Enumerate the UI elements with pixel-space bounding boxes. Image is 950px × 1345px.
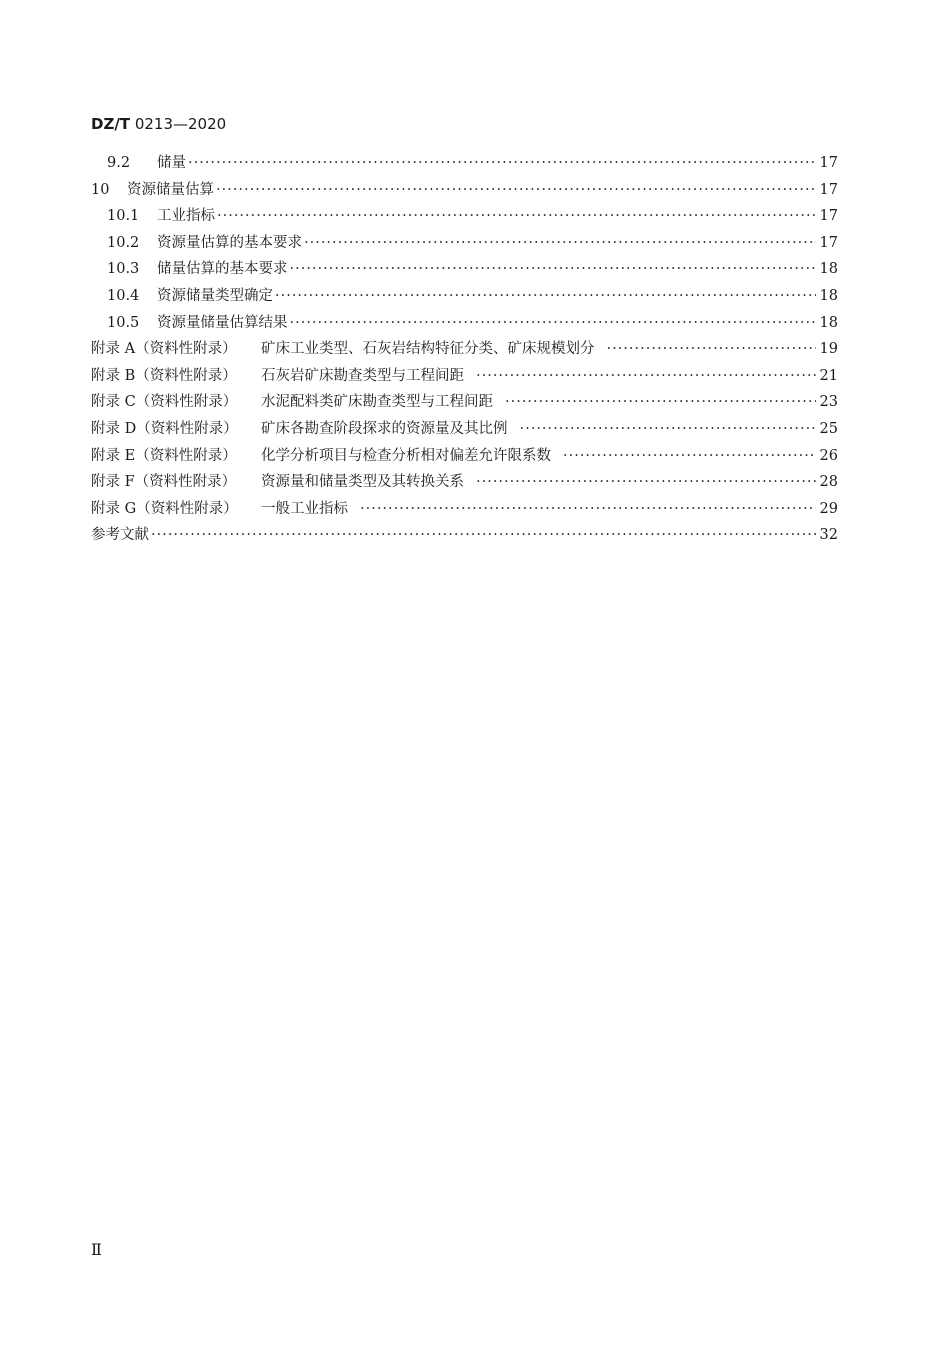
toc-leader-dots xyxy=(151,527,816,543)
toc-entry-title: 资源量储量估算结果 xyxy=(157,314,288,331)
toc-entry-number: 附录 B（资料性附录） xyxy=(91,367,237,384)
toc-leader-dots xyxy=(520,421,816,437)
toc-entry-title: 资源量估算的基本要求 xyxy=(157,234,302,251)
toc-leader-dots xyxy=(188,155,816,171)
toc-entry-page: 32 xyxy=(819,527,838,544)
toc-entry-page: 17 xyxy=(819,181,838,198)
toc-entry-page: 21 xyxy=(819,367,838,384)
toc-entry-number: 10.4 xyxy=(107,287,140,304)
toc-leader-dots xyxy=(563,448,816,464)
toc-entry[interactable] xyxy=(91,497,838,524)
toc-leader-dots xyxy=(275,288,816,304)
toc-entry[interactable] xyxy=(91,178,838,205)
toc-entry-page: 19 xyxy=(819,341,838,358)
toc-leader-dots xyxy=(304,235,816,251)
toc-entry-page: 18 xyxy=(819,261,838,278)
toc-leader-dots xyxy=(360,501,816,517)
toc-entry-number: 10.3 xyxy=(107,261,140,278)
toc-entry-number: 附录 D（资料性附录） xyxy=(91,420,238,437)
toc-leader-dots xyxy=(216,182,816,198)
toc-entry-page: 28 xyxy=(819,474,838,491)
toc-entry[interactable] xyxy=(91,284,838,311)
toc-entry-page: 17 xyxy=(819,208,838,225)
toc-entry-number: 10.1 xyxy=(107,208,140,225)
toc-entry[interactable] xyxy=(91,337,838,364)
toc-entry-number: 附录 F（资料性附录） xyxy=(91,474,237,491)
toc-entry-page: 26 xyxy=(819,447,838,464)
toc-entry[interactable] xyxy=(91,151,838,178)
toc-entry[interactable] xyxy=(91,444,838,471)
toc-entry-title: 矿床工业类型、石灰岩结构特征分类、矿床规模划分 xyxy=(261,341,595,358)
toc-entry-number: 10 xyxy=(91,181,110,198)
document-header xyxy=(91,115,226,133)
toc-entry-title: 储量 xyxy=(157,155,186,171)
toc-entry-title: 水泥配料类矿床勘查类型与工程间距 xyxy=(261,394,493,411)
toc-entry-page: 18 xyxy=(819,314,838,331)
toc-entry-number: 附录 A（资料性附录） xyxy=(91,341,237,358)
toc-entry[interactable] xyxy=(91,470,838,497)
toc-entry-page: 23 xyxy=(819,394,838,411)
toc-entry-title: 工业指标 xyxy=(157,208,215,225)
toc-entry-page: 17 xyxy=(819,155,838,171)
toc-leader-dots xyxy=(505,394,816,410)
toc-entry[interactable] xyxy=(91,257,838,284)
standard-number: 0213—2020 xyxy=(134,115,227,133)
toc-leader-dots xyxy=(476,474,816,490)
toc-entry-title: 资源储量估算 xyxy=(127,181,214,198)
toc-leader-dots xyxy=(607,341,816,357)
table-of-contents xyxy=(91,151,838,550)
toc-leader-dots xyxy=(217,208,816,224)
toc-entry[interactable] xyxy=(91,204,838,231)
toc-entry-page: 17 xyxy=(819,234,838,251)
toc-entry-page: 29 xyxy=(819,500,838,517)
toc-entry-title: 化学分析项目与检查分析相对偏差允许限系数 xyxy=(261,447,551,464)
toc-entry-title: 储量估算的基本要求 xyxy=(157,261,288,278)
toc-entry-title: 资源量和储量类型及其转换关系 xyxy=(261,474,464,491)
toc-entry-number: 10.2 xyxy=(107,234,140,251)
page-number: Ⅱ xyxy=(91,1240,102,1259)
toc-entry-title: 石灰岩矿床勘查类型与工程间距 xyxy=(261,367,464,384)
toc-entry-number: 附录 E（资料性附录） xyxy=(91,447,237,464)
toc-entry-title: 一般工业指标 xyxy=(261,500,348,517)
toc-entry-page: 18 xyxy=(819,287,838,304)
toc-entry-title: 资源储量类型确定 xyxy=(157,287,273,304)
toc-entry-number: 附录 C（资料性附录） xyxy=(91,394,238,411)
toc-entry-page: 25 xyxy=(819,420,838,437)
toc-entry-title: 参考文献 xyxy=(91,527,149,544)
standard-code: DZ/T xyxy=(91,115,131,133)
toc-entry[interactable] xyxy=(91,417,838,444)
toc-leader-dots xyxy=(290,315,816,331)
toc-entry[interactable] xyxy=(91,311,838,338)
toc-entry[interactable] xyxy=(91,390,838,417)
toc-entry[interactable] xyxy=(91,523,838,550)
toc-leader-dots xyxy=(476,368,816,384)
toc-entry-title: 矿床各勘查阶段探求的资源量及其比例 xyxy=(261,420,508,437)
toc-entry-number: 9.2 xyxy=(107,155,131,171)
toc-entry-number: 10.5 xyxy=(107,314,140,331)
toc-entry-number: 附录 G（资料性附录） xyxy=(91,500,238,517)
toc-leader-dots xyxy=(290,261,816,277)
toc-entry[interactable] xyxy=(91,231,838,258)
toc-entry[interactable] xyxy=(91,364,838,391)
